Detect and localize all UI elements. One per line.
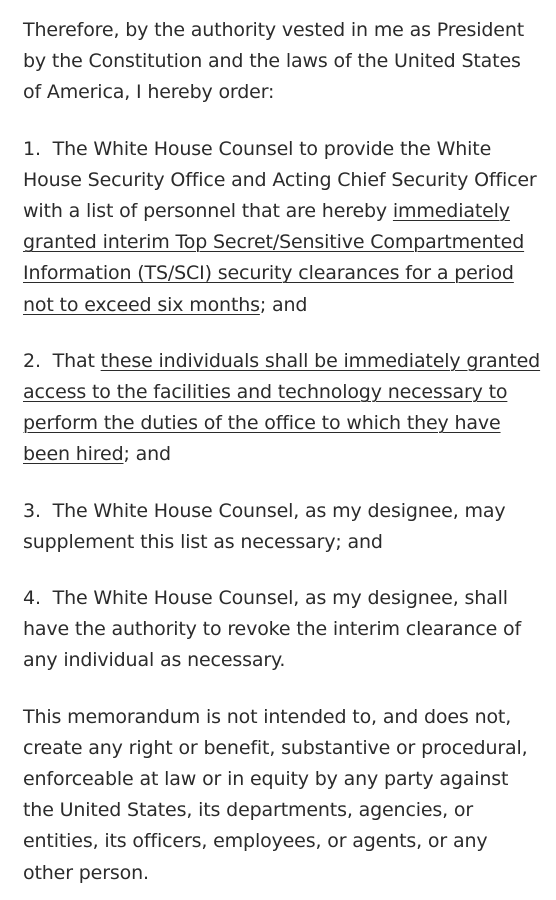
underlined-text: immediately granted interim Top Secret/Sensitive Compartmented Information (TS/SCI) security clearances for a period not to exceed six months [23, 200, 525, 316]
item-number: 4. [23, 587, 41, 610]
order-item-4 [23, 583, 542, 677]
order-item-1 [23, 134, 542, 321]
order-item-3 [23, 496, 542, 558]
item-number: 1. [23, 137, 41, 160]
closing-paragraph: This memorandum is not intended to, and does not, create any right or benefit, substantive or procedural, enforceable at law or in equity by any party against the United States, its departments, agencies, or entities, its officers, employees, or agents, or any other person. [23, 705, 528, 884]
item-text-end: ; and [123, 443, 171, 466]
item-text: The White House Counsel, as my designee, may supplement this list as necessary; and [23, 499, 506, 553]
item-text: The White House Counsel to provide the White House Security Office and Acting Chief Security Officer with a list of personnel that are hereby [23, 137, 537, 223]
item-text: That [52, 349, 101, 372]
item-text-end: ; and [259, 293, 308, 316]
order-item-2 [23, 346, 542, 471]
item-text: The White House Counsel, as my designee, shall have the authority to revoke the interim clearance of any individual as necessary. [23, 587, 522, 672]
item-number: 2. [23, 349, 41, 372]
item-number: 3. [23, 499, 41, 522]
underlined-text: these individuals shall be immediately granted access to the facilities and technology necessary to perform the duties of the office to which they have been hired [23, 349, 541, 466]
intro-paragraph: Therefore, by the authority vested in me as President by the Constitution and the laws of the United States of America, I hereby order: [23, 19, 525, 104]
